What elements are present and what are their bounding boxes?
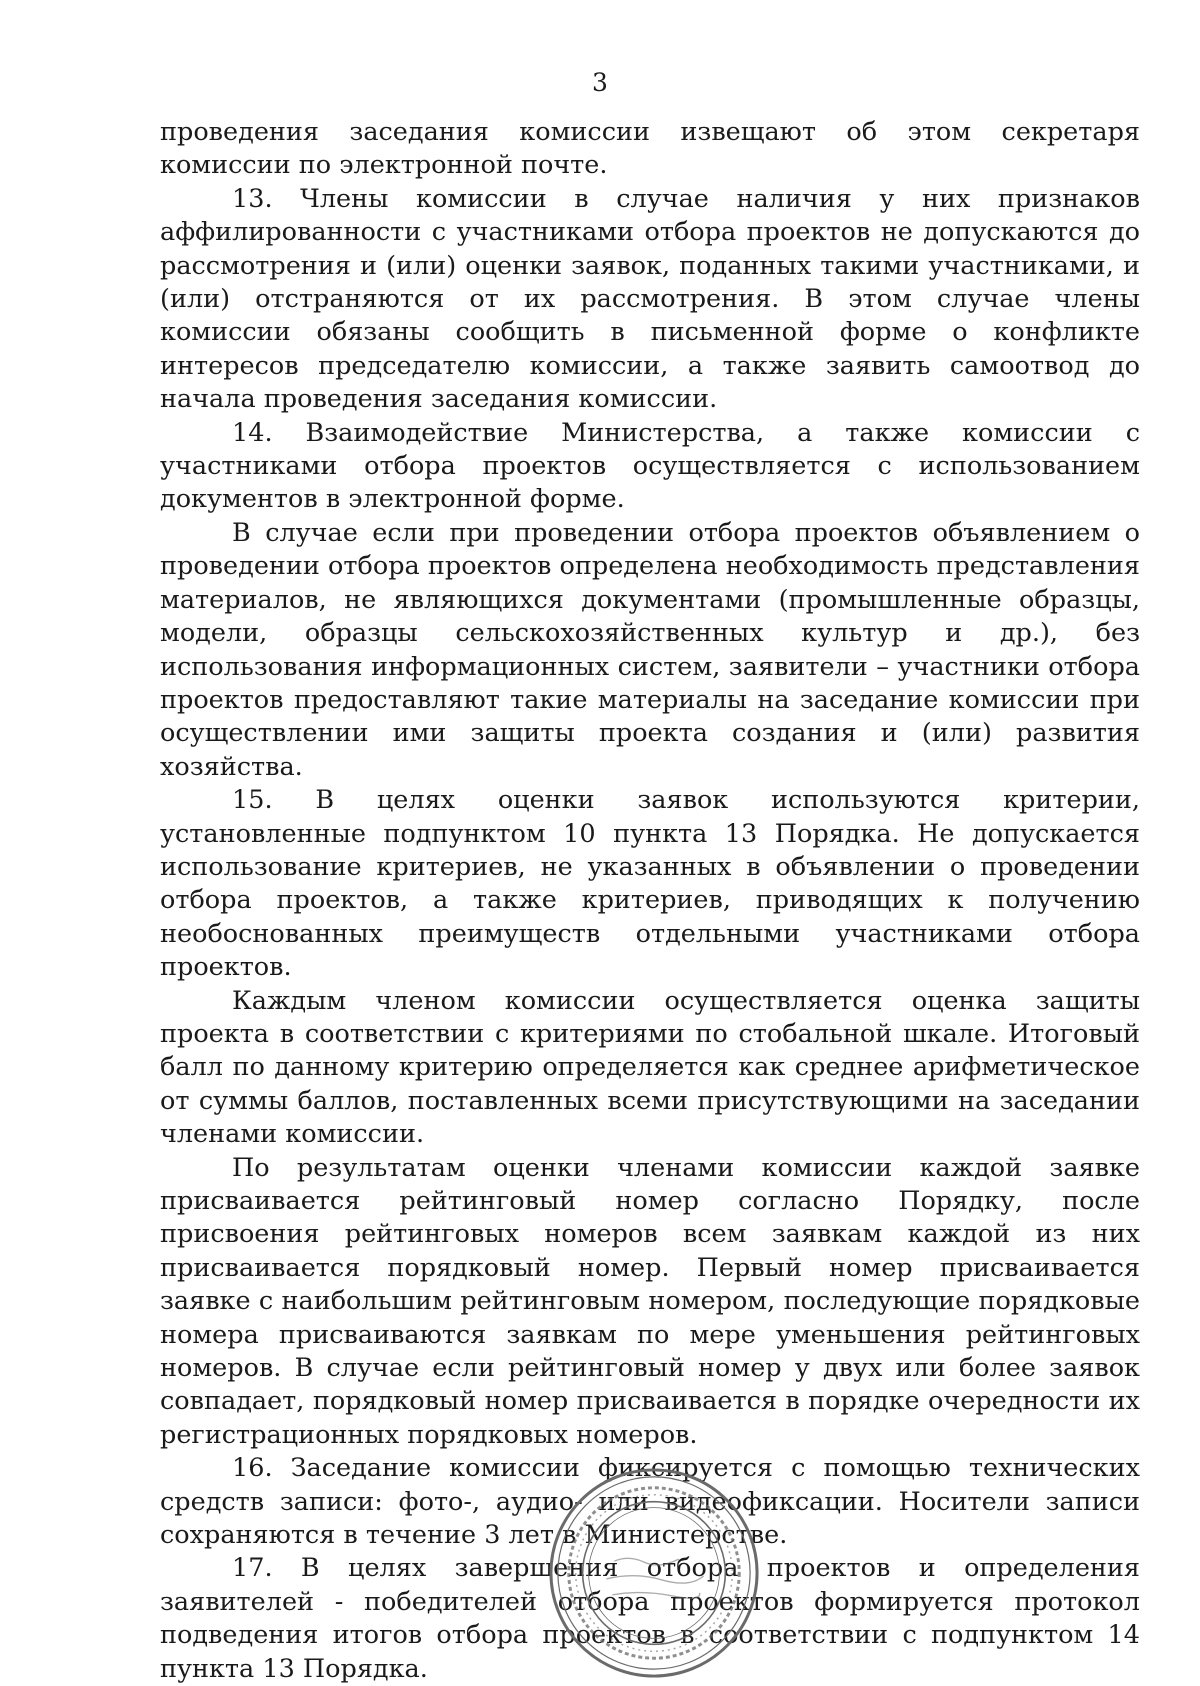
paragraph-item-14-materials: В случае если при проведении отбора проектов объявлением о проведении отбора проектов определена необходимость представления материалов, не являющихся документами (промышленные образцы, модели, образцы сельскохозяйственных культур и др.), без использования информационных систем, заявители – участники отбора проектов предоставляют такие материалы на заседание комиссии при осуществлении ими защиты проекта создания и (или) развития хозяйства. — [160, 517, 1140, 782]
paragraph-item-15: 15. В целях оценки заявок используются критерии, установленные подпунктом 10 пункта 13 Порядка. Не допускается использование критериев, не указанных в объявлении о проведении отбора проектов, а также критериев, приводящих к получению необоснованных преимуществ отдельными участниками отбора проектов. — [160, 785, 1140, 983]
paragraph-item-13: 13. Члены комиссии в случае наличия у них признаков аффилированности с участниками отбора проектов не допускаются до рассмотрения и (или) оценки заявок, поданных такими участниками, и (или) отстраняются от их рассмотрения. В этом случае члены комиссии обязаны сообщить в письменной форме о конфликте интересов председателю комиссии, а также заявить самоотвод до начала проведения заседания комиссии. — [160, 183, 1140, 415]
paragraph-continuation: проведения заседания комиссии извещают об этом секретаря комиссии по электронной почте. — [160, 117, 1140, 181]
paragraph-item-16: 16. Заседание комиссии фиксируется с помощью технических средств записи: фото-, аудио- или видеофиксации. Носители записи сохраняются в течение 3 лет в Министерстве. — [160, 1453, 1140, 1551]
paragraph-item-15-scoring: Каждым членом комиссии осуществляется оценка защиты проекта в соответствии с критериями по стобальной шкале. Итоговый балл по данному критерию определяется как среднее арифметическое от суммы баллов, поставленных всеми присутствующими на заседании членами комиссии. — [160, 985, 1140, 1150]
official-seal-icon — [545, 1464, 763, 1682]
paragraph-item-14: 14. Взаимодействие Министерства, а также комиссии с участниками отбора проектов осуществляется с использованием документов в электронной форме. — [160, 417, 1140, 515]
paragraph-item-17: 17. В целях завершения отбора проектов и определения заявителей - победителей отбора проектов формируется протокол подведения итогов отбора проектов в соответствии с подпунктом 14 пункта 13 Порядка. — [160, 1553, 1140, 1684]
document-body — [160, 116, 1140, 1686]
paragraph-item-15-ranking: По результатам оценки членами комиссии каждой заявке присваивается рейтинговый номер согласно Порядку, после присвоения рейтинговых номеров всем заявкам каждой из них присваивается порядковый номер. Первый номер присваивается заявке с наибольшим рейтинговым номером, последующие порядковые номера присваиваются заявкам по мере уменьшения рейтинговых номеров. В случае если рейтинговый номер у двух или более заявок совпадает, порядковый номер присваивается в порядке очередности их регистрационных порядковых номеров. — [160, 1152, 1140, 1450]
page-number: 3 — [592, 68, 608, 97]
